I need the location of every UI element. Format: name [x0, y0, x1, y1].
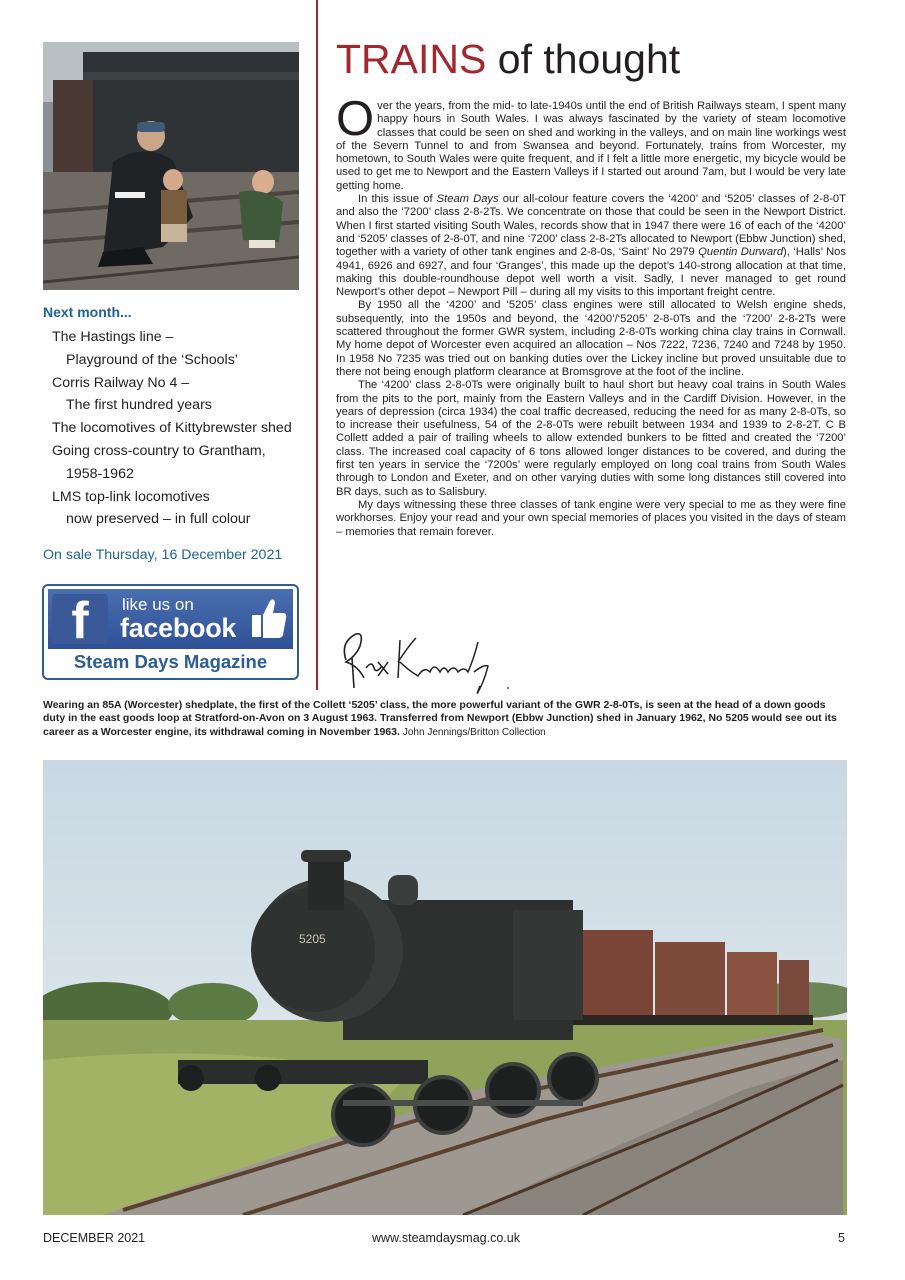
- locomotive-number-plate: 5205: [299, 932, 326, 946]
- facebook-banner: [48, 589, 293, 649]
- footer-date: DECEMBER 2021: [43, 1231, 146, 1245]
- paragraph-2-text-b: our all-colour feature covers the ‘4200’ and ‘5205’ classes of 2-8-0T and also the ‘7200’ class 2-8-2Ts. We concentrate on those that could be seen in the Newport District. When I first started visiting South Wales, records show that in 1947 there were 16 of each of the ‘4200’ and ‘5205’ classes of 2-8-0T, and nine ‘7200’ class 2-8-2Ts allocated to Newport (Ebbw Junction) shed, together with a variety of other tank engines and 2-8-0s, ‘Saint’ No 2979: [336, 193, 846, 259]
- next-month-heading: Next month...: [43, 304, 132, 320]
- paragraph-1: [336, 92, 846, 193]
- paragraph-3: By 1950 all the ‘4200’ and ‘5205’ class engines were still allocated to Welsh engine sheds, subsequently, into the 1950s and beyond, the ‘4200’/‘5205’ 2-8-0Ts and the ‘7200’ 2-8-2Ts were scattered throughout the former GWR system, including 2-8-0Ts working china clay trains in Cornwall. My home depot of Worcester even acquired an allocation – Nos 7222, 7236, 7240 and 7248 by 1950. In 1958 No 7235 was tried out on banking duties over the Lickey incline but proved unsuitable due to there not being enough platform clearance at Bromsgrove at the foot of the incline.: [336, 299, 846, 378]
- next-month-item: Going cross-country to Grantham,: [52, 442, 266, 459]
- column-divider: [316, 0, 318, 690]
- next-month-list: [52, 326, 312, 531]
- facebook-like-text: like us on: [122, 595, 194, 614]
- facebook-brand: facebook: [120, 613, 237, 643]
- photo-credit: John Jennings/Britton Collection: [402, 726, 546, 738]
- next-month-item: LMS top-link locomotives: [52, 488, 210, 505]
- title-trains: TRAINS: [336, 36, 487, 82]
- photo-driver-with-boys: [43, 42, 299, 290]
- next-month-item: Playground of the ‘Schools’: [66, 351, 238, 368]
- next-month-item: Corris Railway No 4 –: [52, 374, 190, 391]
- page-number: 5: [838, 1231, 845, 1245]
- paragraph-2-text-c: ), ‘Halls’ Nos 4941, 6926 and 6927, and four ‘Granges’, this made up the depot’s 140-strong allocation at that time, making this double-roundhouse depot well worth a visit. Sadly, I never managed to get round Newport’s other depot – Newport Pill – during all my visits to this important freight centre.: [336, 246, 846, 299]
- next-month-item: The locomotives of Kittybrewster shed: [52, 420, 292, 437]
- on-sale-date: On sale Thursday, 16 December 2021: [43, 547, 283, 563]
- page-title: [336, 36, 680, 83]
- locomotive-name-italic: Quentin Durward: [698, 246, 784, 259]
- thumbs-up-icon: [250, 595, 288, 641]
- magazine-name-italic: Steam Days: [436, 193, 499, 206]
- paragraph-5: My days witnessing these three classes of tank engine were very special to me as they were fine workhorses. Enjoy your read and your own special memories of places you visited in the days of steam – memories that remain forever.: [336, 498, 846, 538]
- title-of-thought: of thought: [497, 36, 681, 82]
- next-month-item: The first hundred years: [66, 397, 212, 414]
- paragraph-1-text: ver the years, from the mid- to late-1940s until the end of British Railways steam, I spent many happy hours in South Wales. I was always fascinated by the variety of steam locomotive classes that could be seen on shed and working in the valleys, and on main line workings west of the Severn Tunnel to and from Swansea and beyond. Fortunately, trains from Worcester, my hometown, to South Wales were quite frequent, and if I felt a little more energetic, my bicycle would be used to get me to Newport and the Eastern Valleys if I started out around 7am, but I would be very late getting home.: [336, 100, 846, 192]
- photo-locomotive-5205: [43, 760, 847, 1215]
- facebook-page-name: Steam Days Magazine: [73, 651, 268, 672]
- next-month-item: The Hastings line –: [52, 329, 174, 345]
- editorial-body: [336, 92, 846, 539]
- paragraph-4: The ‘4200’ class 2-8-0Ts were originally built to haul short but heavy coal trains in South Wales from the pits to the port, mainly from the Eastern Valleys and in the Cardiff Division. However, in the years of depression (circa 1934) the coal traffic decreased, reducing the need for as many 2-8-0Ts, so to increase their usefulness, 54 of the 2-8-0Ts were rebuilt between 1934 and 1939 to 2-8-2T. C B Collett added a pair of trailing wheels to allow extended bunkers to be fitted and created the ‘7200’ class. The increased coal capacity of 6 tons allowed longer distances to be covered, and during the first ten years in service the ‘7200s’ were regularly employed on long coal trains from South Wales through to London and Exeter, and on other varying duties with some long distances still covered into BR days, such as to Salisbury.: [336, 379, 846, 498]
- caption-text: Wearing an 85A (Worcester) shedplate, the first of the Collett ‘5205’ class, the more powerful variant of the GWR 2-8-0Ts, is seen at the head of a down goods duty in the east goods loop at Stratford-on-Avon on 3 August 1963. Transferred from Newport (Ebbw Junction) shed in January 1962, No 5205 would see out its career as a Worcester engine, its withdrawal coming in November 1963.: [43, 699, 837, 738]
- footer-website[interactable]: www.steamdaysmag.co.uk: [372, 1231, 520, 1245]
- editor-signature: [338, 622, 518, 697]
- photo-caption: [43, 699, 847, 739]
- drop-cap: O: [336, 92, 375, 146]
- next-month-item: now preserved – in full colour: [66, 511, 251, 528]
- paragraph-2-text-a: In this issue of: [358, 193, 437, 206]
- facebook-badge[interactable]: [42, 584, 299, 680]
- paragraph-2: [336, 193, 846, 299]
- facebook-f-icon: f: [52, 594, 108, 644]
- next-month-item: 1958-1962: [66, 465, 134, 482]
